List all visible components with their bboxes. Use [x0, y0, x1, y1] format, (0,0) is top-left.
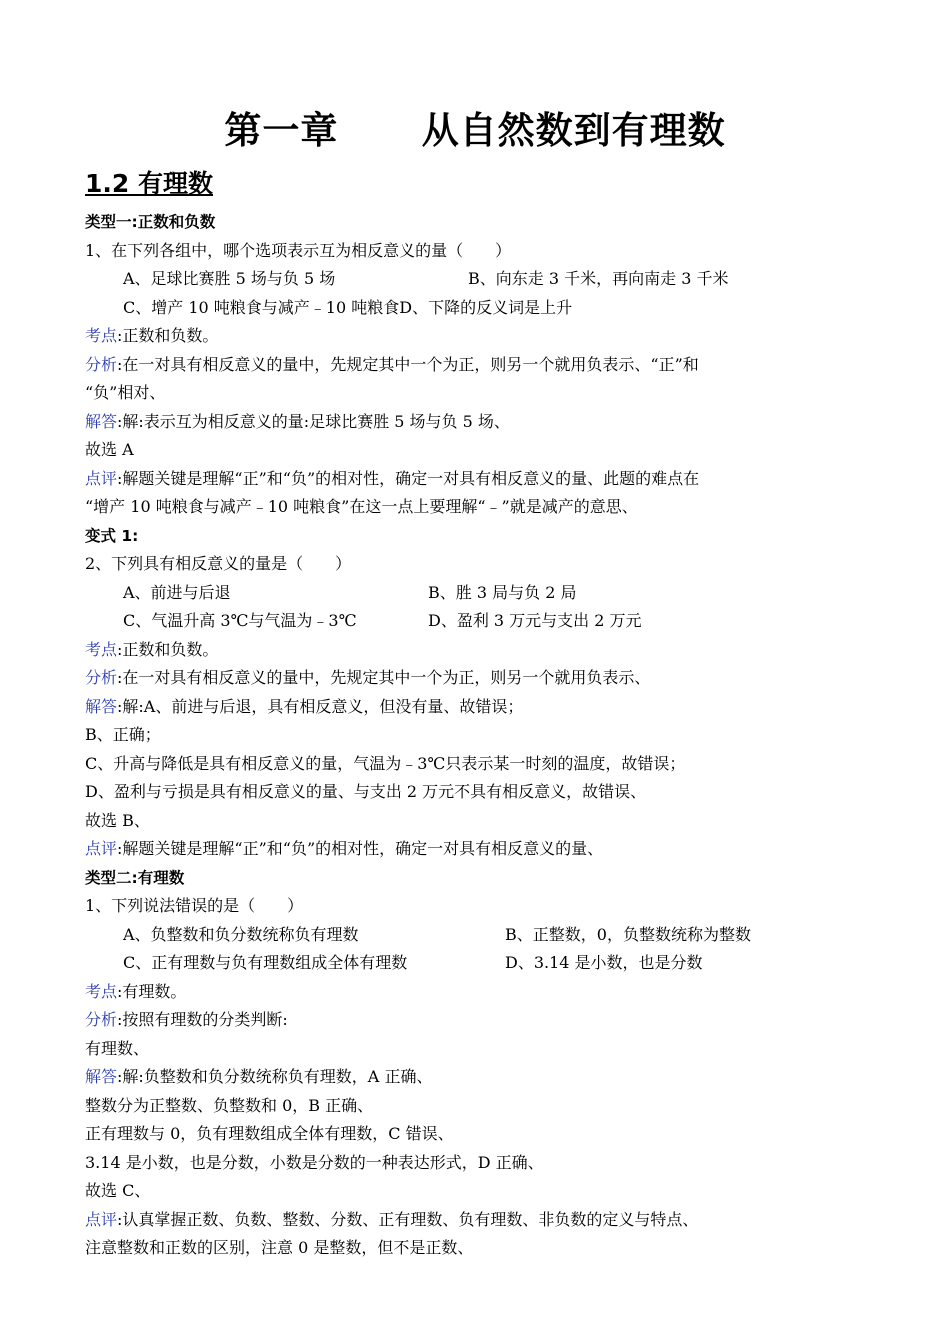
kaodian-label: 考点	[85, 639, 118, 659]
type1-q2-option-d: D、盈利 3 万元与支出 2 万元	[428, 611, 642, 630]
type2-q1-jieda-b: 整数分为正整数、负整数和 0，B 正确、	[85, 1095, 374, 1115]
type1-q2-stem: 2、下列具有相反意义的量是（ ）	[85, 554, 352, 573]
dianping-text: :解题关键是理解“正”和“负”的相对性，确定一对具有相反意义的量、	[117, 839, 604, 858]
type1-q1-jieda	[85, 408, 875, 437]
type2-q1-dianping-cont: 注意整数和正数的区别，注意 0 是整数，但不是正数、	[85, 1238, 474, 1257]
type2-q1-fenxi	[85, 1006, 875, 1035]
fenxi-label: 分析	[85, 668, 118, 687]
type2-q1-kaodian	[85, 978, 875, 1007]
type2-heading: 类型二:有理数	[85, 868, 185, 887]
type1-q2-answer: 故选 B、	[85, 810, 150, 830]
type1-q1-option-a: A、足球比赛胜 5 场与负 5 场	[123, 269, 336, 288]
type2-q1-answer: 故选 C、	[85, 1181, 151, 1200]
type2-q1-stem: 1、下列说法错误的是（ ）	[85, 896, 304, 915]
type1-q1-fenxi-cont: “负”相对、	[85, 383, 166, 402]
jieda-label: 解答	[85, 411, 118, 431]
fenxi-text: :在一对具有相反意义的量中，先规定其中一个为正，则另一个就用负表示、	[117, 668, 651, 687]
type1-heading: 类型一:正数和负数	[85, 213, 216, 231]
type2-q1-dianping	[85, 1206, 875, 1235]
type2-q1-option-c: C、正有理数与负有理数组成全体有理数	[123, 953, 408, 972]
type2-q1-jieda-d: 3.14 是小数，也是分数，小数是分数的一种表达形式，D 正确、	[85, 1152, 544, 1172]
type2-q1-option-a: A、负整数和负分数统称负有理数	[123, 924, 359, 944]
dianping-text: :解题关键是理解“正”和“负”的相对性，确定一对具有相反意义的量、此题的难点在	[117, 468, 700, 488]
type1-q2-options-ab	[85, 579, 875, 608]
type1-q1-answer: 故选 A	[85, 440, 134, 459]
jieda-label: 解答	[85, 1067, 118, 1086]
type1-q2-options-cd	[85, 607, 875, 636]
type2-q1-options-ab	[85, 921, 875, 950]
dianping-label: 点评	[85, 1209, 118, 1229]
type2-q1-option-d: D、3.14 是小数，也是分数	[505, 953, 703, 972]
dianping-label: 点评	[85, 468, 118, 488]
type1-q2-option-c: C、气温升高 3℃与气温为﹣3℃	[123, 611, 357, 630]
type1-q1-option-c: C、增产 10 吨粮食与减产﹣10 吨粮食	[123, 297, 400, 317]
type1-q1-stem: 1、在下列各组中，哪个选项表示互为相反意义的量（ ）	[85, 240, 512, 260]
jieda-label: 解答	[85, 696, 118, 716]
type1-q1-dianping-cont: “增产 10 吨粮食与减产﹣10 吨粮食”在这一点上要理解“﹣”就是减产的意思、	[85, 497, 638, 516]
type2-q1-option-b: B、正整数，0，负整数统称为整数	[505, 924, 751, 944]
jieda-text: :解:表示互为相反意义的量:足球比赛胜 5 场与负 5 场、	[117, 411, 510, 431]
type1-q1-options-cd	[85, 294, 875, 323]
type1-q2-option-b: B、胜 3 局与负 2 局	[428, 582, 577, 602]
type1-q2-jieda-c: C、升高与降低是具有相反意义的量，气温为﹣3℃只表示某一时刻的温度，故错误；	[85, 753, 686, 773]
fenxi-text: :按照有理数的分类判断:	[117, 1010, 288, 1029]
kaodian-text: :正数和负数。	[117, 639, 219, 659]
kaodian-text: :正数和负数。	[117, 326, 219, 345]
type1-q1-kaodian	[85, 322, 875, 351]
type1-q1-fenxi	[85, 351, 875, 380]
type1-q2-kaodian	[85, 636, 875, 665]
jieda-text: :解:A、前进与后退，具有相反意义，但没有量、故错误；	[117, 696, 524, 716]
dianping-text: :认真掌握正数、负数、整数、分数、正有理数、负有理数、非负数的定义与特点、	[117, 1209, 699, 1229]
jieda-text: :解:负整数和负分数统称负有理数，A 正确、	[117, 1067, 433, 1086]
kaodian-label: 考点	[85, 981, 118, 1001]
type1-q2-dianping	[85, 835, 875, 864]
type1-q2-fenxi	[85, 664, 875, 693]
type1-q1-option-b: B、向东走 3 千米，再向南走 3 千米	[468, 269, 729, 288]
chapter-title: 第一章 从自然数到有理数	[224, 109, 726, 152]
type1-q2-jieda	[85, 693, 875, 722]
section-title: 1.2 有理数	[85, 169, 213, 198]
kaodian-label: 考点	[85, 326, 118, 345]
variant-heading: 变式 1:	[85, 526, 139, 545]
dianping-label: 点评	[85, 839, 118, 858]
kaodian-text: :有理数。	[117, 981, 187, 1001]
type1-q2-jieda-b: B、正确；	[85, 725, 161, 744]
document-body	[85, 208, 875, 1263]
type2-q1-options-cd	[85, 949, 875, 978]
fenxi-label: 分析	[85, 354, 118, 374]
type1-q1-dianping	[85, 465, 875, 494]
type1-q1-options-ab	[85, 265, 875, 294]
fenxi-text: :在一对具有相反意义的量中，先规定其中一个为正，则另一个就用负表示、“正”和	[117, 354, 699, 374]
type1-q2-option-a: A、前进与后退	[123, 582, 231, 602]
type2-q1-fenxi-cont: 有理数、	[85, 1038, 150, 1058]
type1-q1-option-d: D、下降的反义词是上升	[399, 297, 573, 317]
fenxi-label: 分析	[85, 1010, 118, 1029]
type2-q1-jieda-c: 正有理数与 0，负有理数组成全体有理数，C 错误、	[85, 1124, 454, 1143]
type1-q2-jieda-d: D、盈利与亏损是具有相反意义的量、与支出 2 万元不具有相反意义，故错误、	[85, 782, 647, 801]
type2-q1-jieda	[85, 1063, 875, 1092]
